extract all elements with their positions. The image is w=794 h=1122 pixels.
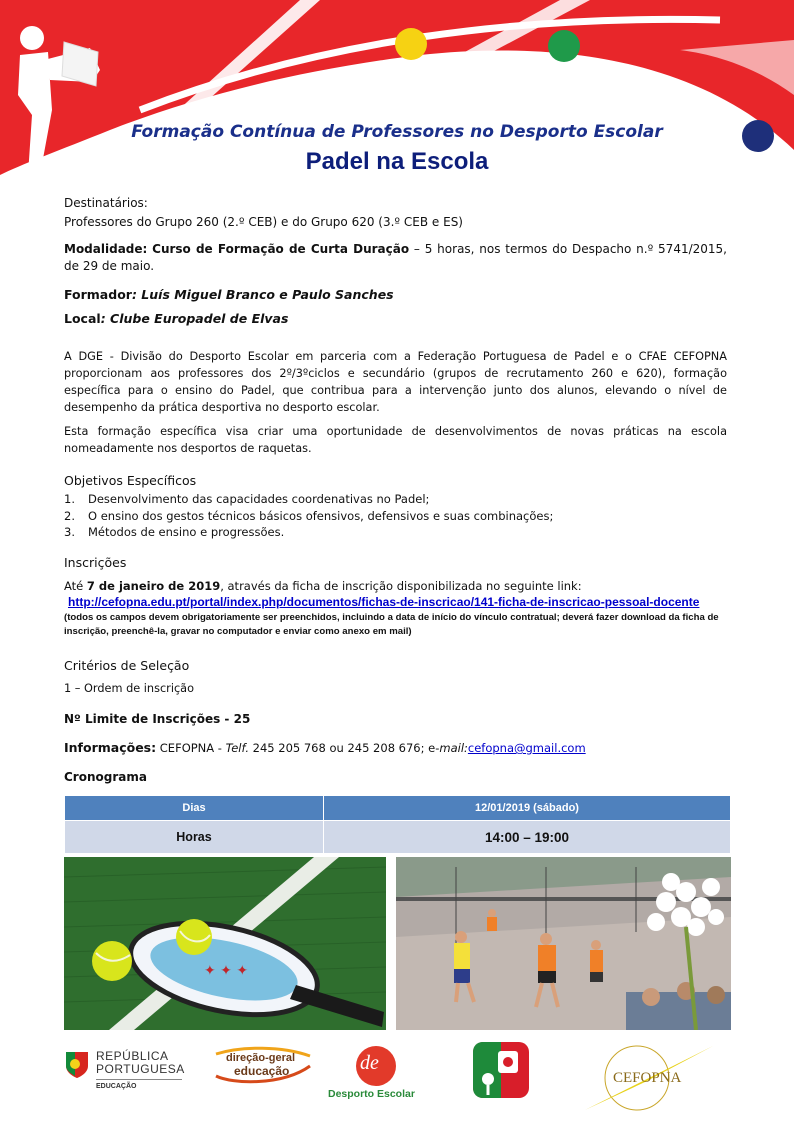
page-title: Padel na Escola	[305, 148, 489, 175]
formador	[64, 286, 394, 303]
cronograma-table	[64, 795, 731, 854]
portugal-flag-emblem-icon	[64, 1050, 90, 1080]
list-item: 2. O ensino dos gestos técnicos básicos ofensivos, defensivos e suas combinações;	[64, 508, 554, 523]
republica-portuguesa-logo	[64, 1046, 194, 1096]
table-row	[65, 821, 731, 854]
inscricoes-date: 7 de janeiro de 2019	[86, 579, 221, 593]
objetivos-list	[64, 491, 727, 541]
republica-line1: REPÚBLICA	[96, 1049, 169, 1063]
inscricao-link[interactable]: http://cefopna.edu.pt/portal/index.php/documentos/fichas-de-inscricao/141-ficha-de-inscricao-pessoal-docente	[68, 595, 700, 609]
intro-paragraph-2: Esta formação específica visa criar uma oportunidade de desenvolvimentos de novas práticas na escola nomeadamente nos desportos de raquetas.	[64, 425, 727, 455]
destinatarios-label: Destinatários:	[64, 196, 148, 210]
formador-label: Formador	[64, 287, 132, 302]
criterios-heading: Critérios de Seleção	[64, 658, 190, 673]
table-row	[65, 796, 731, 821]
modalidade-value: – 5 horas, nos termos do Despacho n.º 5741/2015, de 29 de maio.	[64, 242, 727, 273]
cefopna-logo	[585, 1040, 715, 1114]
green-dot	[548, 30, 580, 62]
cefopna-label: CEFOPNA	[613, 1070, 682, 1086]
table-cell-horas: Horas	[65, 821, 324, 854]
local-label: Local	[64, 311, 101, 326]
table-header-date: 12/01/2019 (sábado)	[324, 796, 731, 821]
desporto-escolar-logo	[326, 1046, 430, 1102]
republica-line2: PORTUGUESA	[96, 1062, 185, 1076]
republica-line3: EDUCAÇÃO	[96, 1083, 137, 1090]
local-value: : Clube Europadel de Elvas	[100, 311, 289, 326]
subtitle: Formação Contínua de Professores no Desporto Escolar	[131, 122, 663, 142]
local	[64, 310, 288, 327]
list-item: 1. Desenvolvimento das capacidades coordenativas no Padel;	[64, 492, 430, 506]
table-header-dias: Dias	[65, 796, 324, 821]
criterios-value: 1 – Ordem de inscrição	[64, 682, 195, 695]
modalidade	[64, 241, 727, 275]
inscricoes-text: Até 7 de janeiro de 2019, através da ficha de inscrição disponibilizada no seguinte link:	[64, 579, 582, 593]
destinatarios-value: Professores do Grupo 260 (2.º CEB) e do Grupo 620 (3.º CEB e ES)	[64, 215, 463, 229]
de-mark: de	[360, 1052, 379, 1074]
dge-line2: educação	[234, 1064, 290, 1078]
dge-line1: direção-geral	[226, 1052, 296, 1064]
padel-players-photo	[396, 857, 731, 1030]
padel-federation-logo-icon	[472, 1041, 530, 1099]
table-cell-time: 14:00 – 19:00	[324, 821, 731, 854]
informacoes: Informações: CEFOPNA - Telf. 245 205 768 ou 245 208 676; e-mail:cefopna@gmail.com	[64, 740, 586, 755]
modalidade-label: Modalidade:	[64, 242, 148, 256]
modalidade-course: Curso de Formação de Curta Duração	[152, 242, 410, 256]
email-link[interactable]: cefopna@gmail.com	[467, 741, 586, 755]
inscricoes-note: (todos os campos devem obrigatoriamente ser preenchidos, incluindo a data de início do vínculo contratual; deverá fazer download da ficha de inscrição, preenchê-la, gravar no computador e enviar como anexo em mail)	[64, 612, 719, 637]
desporto-escolar-label: Desporto Escolar	[328, 1088, 415, 1100]
dge-logo	[212, 1046, 314, 1084]
svg-text:✦ ✦ ✦: ✦ ✦ ✦	[204, 963, 249, 979]
objetivos-heading: Objetivos Específicos	[64, 473, 197, 488]
padel-racket-photo	[64, 857, 386, 1030]
list-item: 3. Métodos de ensino e progressões.	[64, 525, 285, 539]
formador-value: : Luís Miguel Branco e Paulo Sanches	[131, 287, 394, 302]
intro-paragraph-1: A DGE - Divisão do Desporto Escolar em parceria com a Federação Portuguesa de Padel e o CFAE CEFOPNA proporcionam aos professores dos 2º/3ºciclos e secundário (grupos de recrutamento 260 e 620), formação específica para o ensino do Padel, que contribua para a intervenção junto dos alunos, elevando o nível de desempenho da prática desportiva no desporto escolar.	[64, 350, 727, 414]
cronograma-heading: Cronograma	[64, 770, 147, 784]
yellow-dot	[395, 28, 427, 60]
informacoes-label: Informações:	[64, 740, 157, 755]
limite-inscricoes: Nº Limite de Inscrições - 25	[64, 712, 251, 726]
inscricoes-heading: Inscrições	[64, 555, 127, 570]
